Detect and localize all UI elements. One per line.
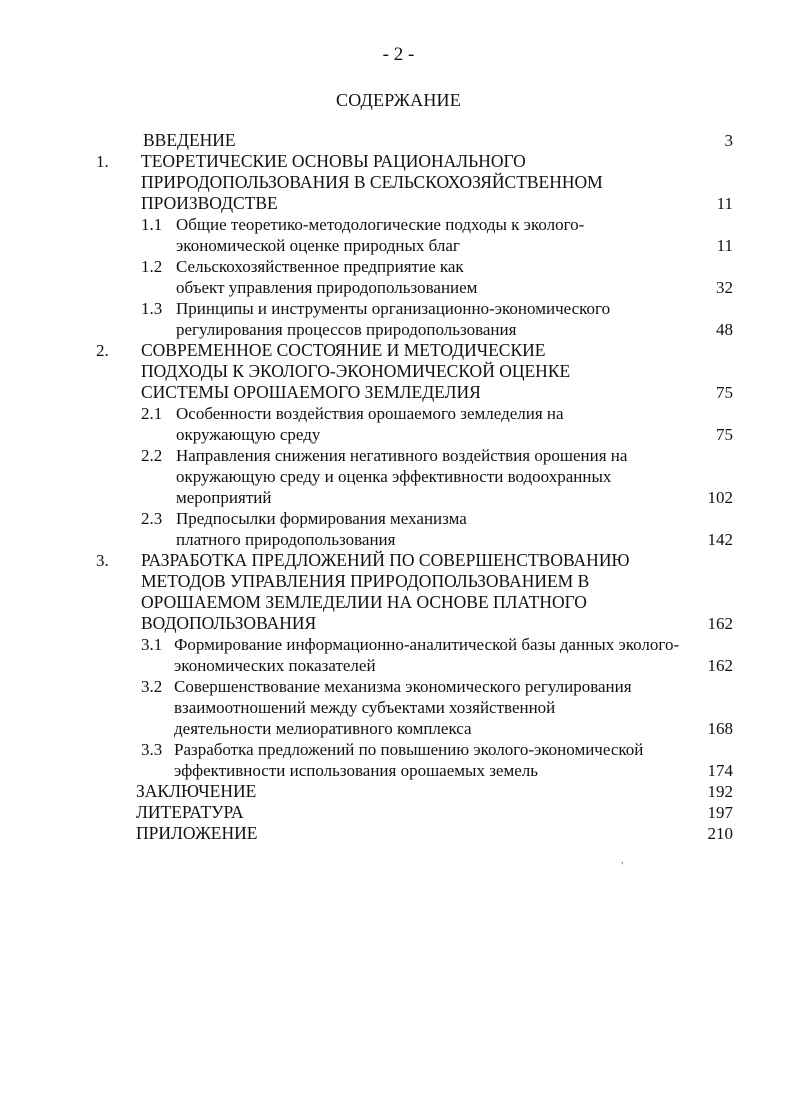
toc-section-page: 75	[716, 425, 733, 444]
toc-section-page: 32	[716, 278, 733, 297]
toc-section-page: 102	[707, 488, 733, 507]
toc-chapter-number: 1.	[96, 152, 109, 171]
toc-section-number: 2.1	[141, 404, 163, 423]
toc-entry-title: ЗАКЛЮЧЕНИЕ	[136, 781, 257, 801]
toc-section-title: Разработка предложений по повышению эколого-экономической эффективности использования орошаемых земель	[174, 740, 644, 780]
toc-entry-title: ПРИЛОЖЕНИЕ	[136, 823, 258, 843]
toc-section-number: 1.2	[141, 257, 163, 276]
toc-section-number: 2.2	[141, 446, 163, 465]
toc-section-title: Направления снижения негативного воздействия орошения на окружающую среду и оценка эффективности водоохранных мероприятий	[176, 446, 628, 507]
toc-section-page: 11	[716, 236, 733, 255]
toc-section-title: Совершенствование механизма экономического регулирования взаимоотношений между субъектами хозяйственной деятельности мелиоративного комплекса	[174, 677, 632, 738]
toc-section-1-2[interactable]	[0, 256, 797, 298]
toc-section-1-3[interactable]	[0, 298, 797, 340]
toc-section-number: 2.3	[141, 509, 163, 528]
toc-chapter-page: 11	[716, 194, 733, 213]
toc-section-number: 3.2	[141, 677, 163, 696]
toc-chapter-page: 75	[716, 383, 733, 402]
toc-section-number: 1.3	[141, 299, 163, 318]
toc-chapter-number: 2.	[96, 341, 109, 360]
toc-section-page: 48	[716, 320, 733, 339]
toc-section-2-3[interactable]	[0, 508, 797, 550]
toc-chapter-title: РАЗРАБОТКА ПРЕДЛОЖЕНИЙ ПО СОВЕРШЕНСТВОВАНИЮ МЕТОДОВ УПРАВЛЕНИЯ ПРИРОДОПОЛЬЗОВАНИЕМ В ОРОШАЕМОМ ЗЕМЛЕДЕЛИИ НА ОСНОВЕ ПЛАТНОГО ВОДОПОЛЬЗОВАНИЯ	[141, 550, 630, 633]
toc-section-3-1[interactable]	[0, 634, 797, 676]
toc-section-page: 168	[707, 719, 733, 738]
toc-section-title: Формирование информационно-аналитической базы данных эколого-экономических показателей	[174, 635, 680, 675]
toc-section-title: Сельскохозяйственное предприятие как объект управления природопользованием	[176, 257, 478, 297]
toc-section-2-1[interactable]	[0, 403, 797, 445]
toc-chapter-title: СОВРЕМЕННОЕ СОСТОЯНИЕ И МЕТОДИЧЕСКИЕ ПОДХОДЫ К ЭКОЛОГО-ЭКОНОМИЧЕСКОЙ ОЦЕНКЕ СИСТЕМЫ ОРОШАЕМОГО ЗЕМЛЕДЕЛИЯ	[141, 340, 571, 402]
toc-section-title: Предпосылки формирования механизма платного природопользования	[176, 509, 467, 549]
toc-chapter-3[interactable]	[0, 550, 797, 634]
toc-chapter-1[interactable]	[0, 151, 797, 214]
page-number: - 2 -	[382, 44, 415, 65]
toc-section-1-1[interactable]	[0, 214, 797, 256]
toc-section-title: Особенности воздействия орошаемого земледелия на окружающую среду	[176, 404, 564, 444]
table-of-contents	[0, 130, 797, 844]
toc-section-3-3[interactable]	[0, 739, 797, 781]
toc-entry-page: 197	[707, 803, 733, 822]
toc-entry-conclusion[interactable]	[0, 781, 797, 802]
toc-chapter-number: 3.	[96, 551, 109, 570]
scan-speck: ,	[621, 855, 624, 866]
toc-section-page: 162	[707, 656, 733, 675]
toc-section-title: Общие теоретико-методологические подходы к эколого-экономической оценке природных благ	[176, 215, 585, 255]
toc-section-page: 142	[707, 530, 733, 549]
toc-entry-title: ВВЕДЕНИЕ	[143, 130, 236, 150]
toc-section-number: 3.3	[141, 740, 163, 759]
toc-entry-page: 210	[707, 824, 733, 843]
toc-section-title: Принципы и инструменты организационно-экономического регулирования процессов природопользования	[176, 299, 611, 339]
toc-chapter-page: 162	[707, 614, 733, 633]
toc-entry-appendix[interactable]	[0, 823, 797, 844]
toc-entry-literature[interactable]	[0, 802, 797, 823]
toc-entry-title: ЛИТЕРАТУРА	[136, 802, 244, 822]
toc-title: СОДЕРЖАНИЕ	[336, 90, 461, 110]
toc-chapter-title: ТЕОРЕТИЧЕСКИЕ ОСНОВЫ РАЦИОНАЛЬНОГО ПРИРОДОПОЛЬЗОВАНИЯ В СЕЛЬСКОХОЗЯЙСТВЕННОМ ПРОИЗВОДСТВЕ	[141, 151, 603, 213]
toc-section-number: 3.1	[141, 635, 163, 654]
toc-section-3-2[interactable]	[0, 676, 797, 739]
toc-section-2-2[interactable]	[0, 445, 797, 508]
toc-entry-intro[interactable]	[0, 130, 797, 151]
toc-section-page: 174	[707, 761, 733, 780]
toc-chapter-2[interactable]	[0, 340, 797, 403]
toc-entry-page: 192	[707, 782, 733, 801]
toc-section-number: 1.1	[141, 215, 163, 234]
toc-entry-page: 3	[724, 131, 733, 150]
